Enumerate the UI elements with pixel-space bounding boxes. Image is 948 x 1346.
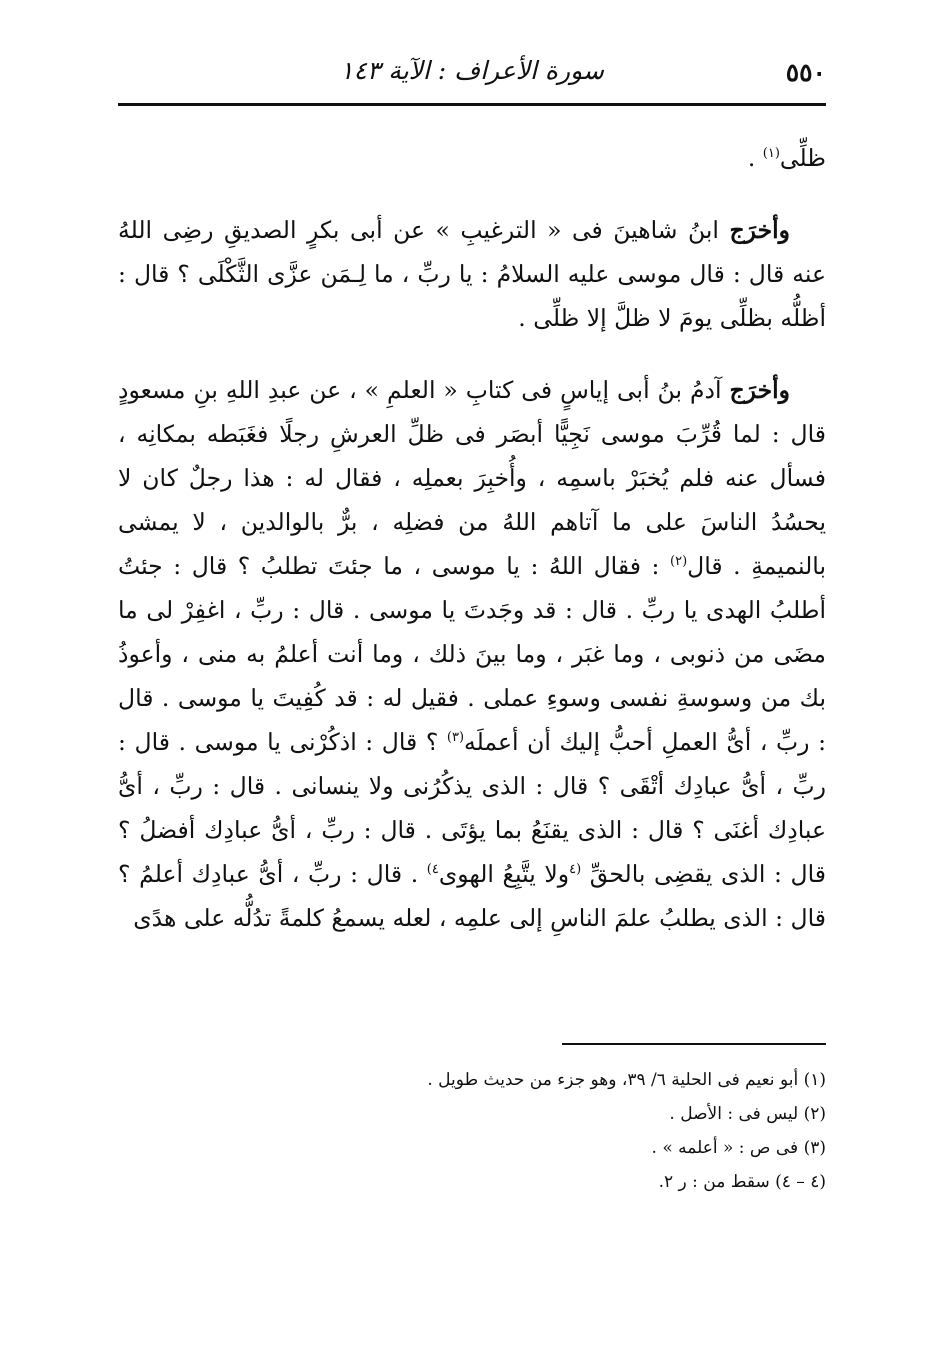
footnote-2: (٢) ليس فى : الأصل . — [669, 1104, 826, 1124]
paragraph-1 — [118, 208, 826, 340]
opening-tail: . — [747, 144, 763, 172]
paragraph-2-part-4: ولا يتَّبِعُ الهوى — [438, 860, 570, 888]
footnote-ref-4-end: ٤) — [426, 862, 439, 878]
footnote-3: (٣) فى ص : « أعلمه » . — [651, 1138, 826, 1158]
footnote-ref-1: (١) — [762, 146, 780, 162]
paragraph-2-lead: وأخرَج — [729, 376, 790, 404]
paragraph-2 — [118, 368, 826, 940]
paragraph-2-part-5: . قال : ربِّ ، أىُّ عبادِك أعلمُ ؟ قال : الذى يطلبُ علمَ الناسِ إلى علمِه ، لعله يسمعُ كلمةً تدُلُّه على هدًى — [118, 860, 826, 932]
footnotes — [118, 1063, 826, 1199]
footnote-ref-2: (٢) — [670, 554, 688, 570]
running-title: سورة الأعراف : الآية ١٤٣ — [340, 56, 604, 85]
footnote-ref-4-start: (٤ — [569, 862, 582, 878]
page-header — [118, 50, 826, 100]
opening-word: ظلِّى — [779, 144, 826, 172]
page-number: ٥٥٠ — [785, 58, 826, 87]
opening-line — [118, 136, 826, 180]
paragraph-1-text: ابنُ شاهينَ فى « الترغيبِ » عن أبى بكرٍ الصديقِ رضِى اللهُ عنه قال : قال موسى عليه السلامُ : يا ربِّ ، ما لِـمَن عزَّى الثَّكْلَى ؟ قال : أظلُّه بظلِّى يومَ لا ظلَّ إلا ظلِّى . — [118, 216, 826, 332]
footnote-4: (٤ – ٤) سقط من : ر ٢. — [658, 1172, 826, 1192]
footnote-1: (١) أبو نعيم فى الحلية ٦/ ٣٩، وهو جزء من حديث طويل . — [427, 1070, 826, 1090]
footnote-rule — [562, 1043, 826, 1045]
main-text — [118, 128, 826, 940]
paragraph-1-lead: وأخرَج — [729, 216, 790, 244]
paragraph-2-part-3: ؟ قال : اذكُرْنى يا موسى . قال : ربِّ ، أىُّ عبادِك أتْقَى ؟ قال : الذى يذكُرُنى ولا ينسانى . قال : ربِّ ، أىُّ عبادِك أغنَى ؟ قال : الذى يقنَعُ بما يؤتَى . قال : ربِّ ، أىُّ عبادِك أفضلُ ؟ قال : الذى يقضِى بالحقِّ — [118, 728, 826, 888]
paragraph-2-part-1: آدمُ بنُ أبى إياسٍ فى كتابِ « العلمِ » ، عن عبدِ اللهِ بنِ مسعودٍ قال : لما قُرِّبَ موسى نَجِيًّا أبصَر فى ظلِّ العرشِ رجلًا فغَبَطه بمكانِه ، فسأل عنه فلم يُخبَرْ باسمِه ، وأُخبِرَ بعملِه ، فقال له : هذا رجلٌ كان لا يحسُدُ الناسَ على ما آتاهم اللهُ من فضلِه ، برٌّ بالوالدين ، لا يمشى بالنميمةِ . قال — [118, 376, 827, 580]
header-rule — [118, 103, 826, 106]
paragraph-2-part-2: : فقال اللهُ : يا موسى ، ما جئتَ تطلبُ ؟ قال : جئتُ أطلبُ الهدى يا ربِّ . قال : قد وجَدتَ يا موسى . قال : ربِّ ، اغفِرْ لى ما مضَى من ذنوبى ، وما غبَر ، وما بينَ ذلك ، وما أنت أعلمُ به منى ، وأعوذُ بك من وسوسةِ نفسى وسوءِ عملى . فقيل له : قد كُفِيتَ يا موسى . قال : ربِّ ، أىُّ العملِ أحبُّ إليك أن أعملَه — [118, 552, 826, 756]
footnote-ref-3: (٣) — [446, 730, 465, 746]
